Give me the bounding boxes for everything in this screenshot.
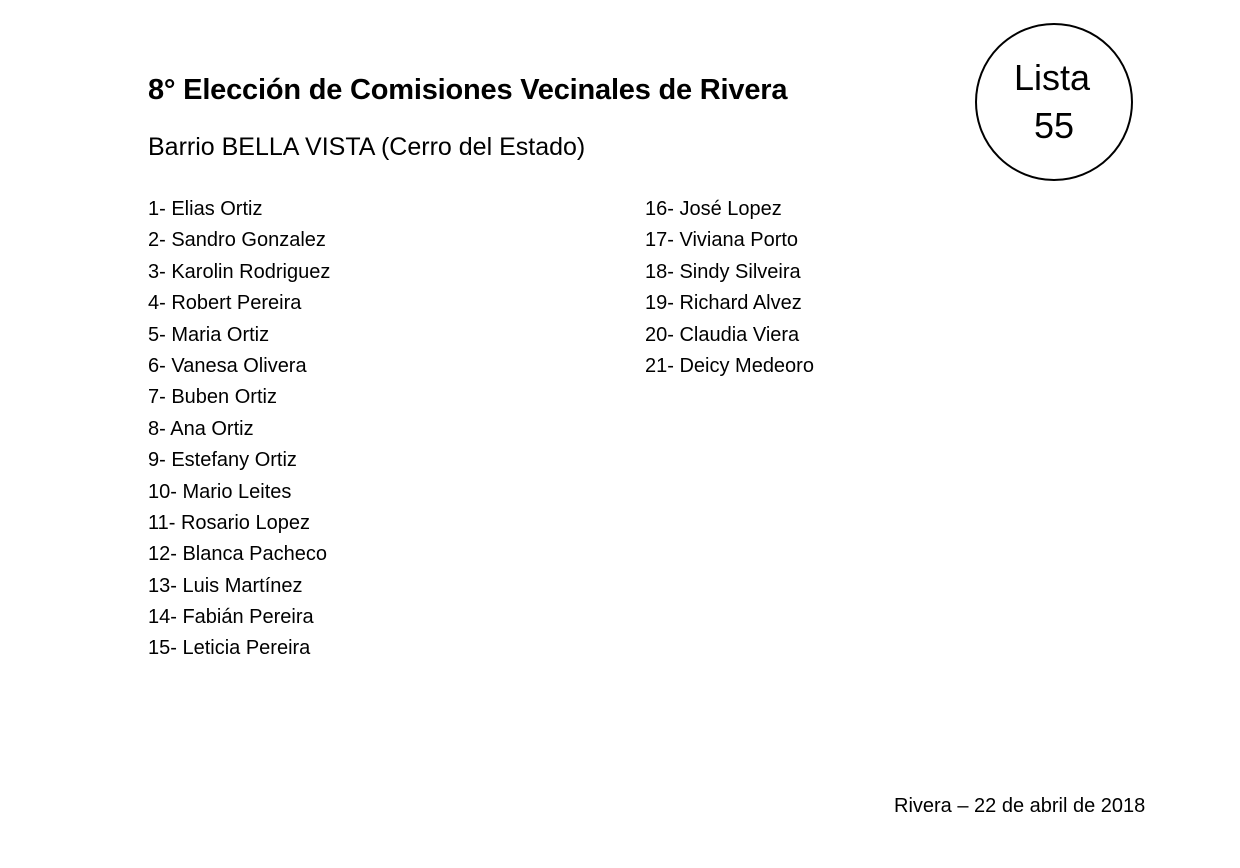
page-subtitle: Barrio BELLA VISTA (Cerro del Estado): [148, 133, 586, 161]
candidate-item: 16- José Lopez: [645, 198, 782, 220]
candidate-item: 15- Leticia Pereira: [148, 637, 311, 660]
badge-number: 55: [1033, 105, 1075, 146]
candidate-item: 17- Viviana Porto: [645, 229, 799, 252]
candidate-item: 11- Rosario Lopez: [148, 511, 310, 534]
candidate-item: 2- Sandro Gonzalez: [148, 229, 326, 252]
candidate-item: 12- Blanca Pacheco: [148, 543, 328, 566]
candidate-item: 9- Estefany Ortiz: [148, 449, 297, 472]
badge-label: Lista: [1013, 57, 1091, 98]
candidate-item: 7- Buben Ortiz: [148, 386, 277, 409]
candidate-item: 3- Karolin Rodriguez: [148, 260, 331, 283]
candidate-item: 21- Deicy Medeoro: [645, 354, 814, 377]
footer-date: Rivera – 22 de abril de 2018: [894, 795, 1146, 817]
candidate-item: 4- Robert Pereira: [148, 292, 302, 315]
candidate-item: 10- Mario Leites: [148, 480, 292, 503]
candidate-item: 6- Vanesa Olivera: [148, 354, 307, 377]
candidate-list-left: [148, 196, 330, 667]
candidate-item: 20- Claudia Viera: [645, 323, 800, 346]
candidate-item: 14- Fabián Pereira: [148, 606, 314, 629]
candidate-item: 5- Maria Ortiz: [148, 323, 270, 346]
page-title: 8° Elección de Comisiones Vecinales de Rivera: [148, 74, 788, 106]
candidate-item: 18- Sindy Silveira: [645, 260, 801, 283]
candidate-item: 8- Ana Ortiz: [148, 417, 254, 440]
candidate-item: 13- Luis Martínez: [148, 574, 303, 597]
candidate-item: 1- Elias Ortiz: [148, 198, 263, 220]
candidate-list-right: [645, 196, 814, 384]
candidate-item: 19- Richard Alvez: [645, 292, 802, 315]
list-number-badge: [975, 23, 1133, 181]
